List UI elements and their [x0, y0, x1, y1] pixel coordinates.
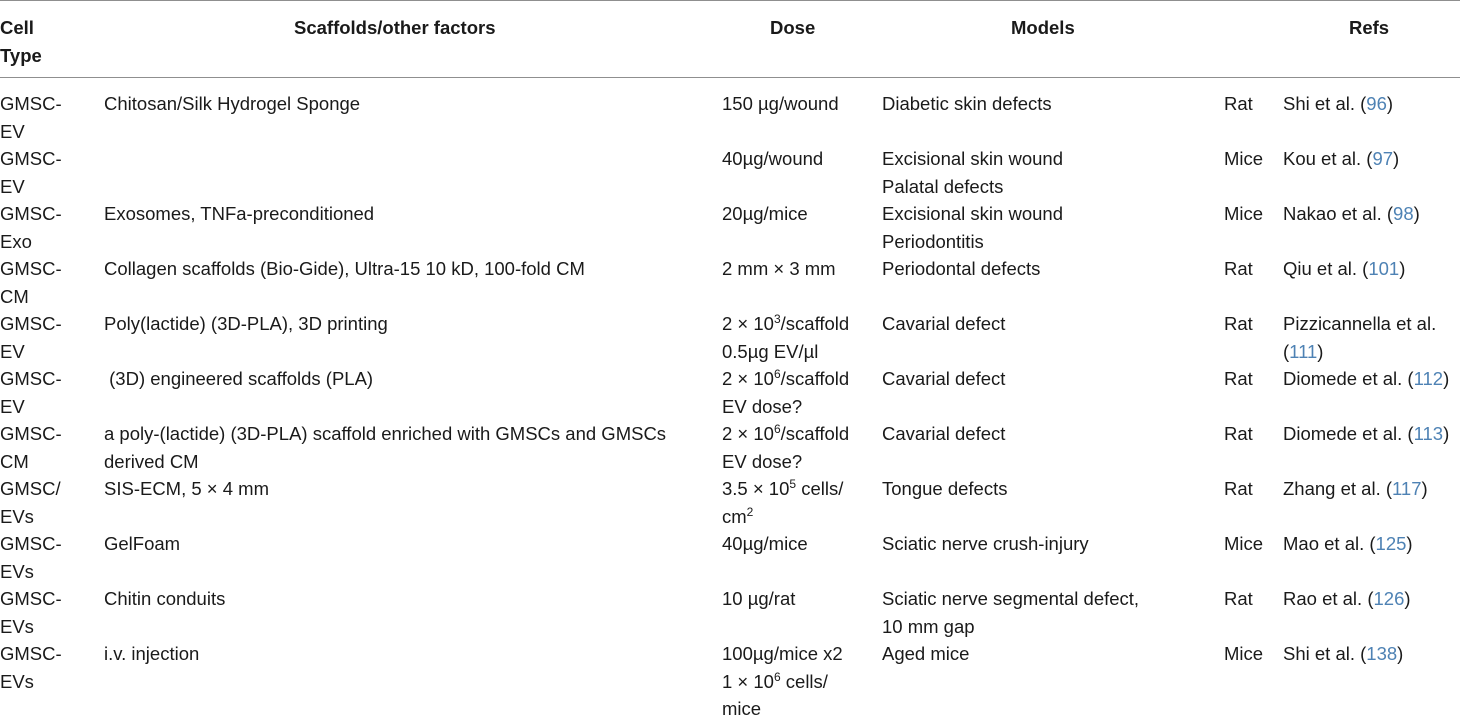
reference-paren: )	[1317, 340, 1324, 362]
header-cell-type	[0, 14, 42, 69]
dose-line-unit: cells/	[796, 478, 844, 499]
scaffold-line: SIS-ECM, 5 × 4 mm	[104, 478, 269, 499]
reference-author: Rao et al. (	[1283, 588, 1374, 609]
scaffold-line: i.v. injection	[104, 643, 200, 664]
reference-number-link[interactable]: 126	[1373, 588, 1405, 609]
cell-type-line: GMSC-	[0, 423, 62, 444]
scaffold-line: derived CM	[104, 450, 199, 472]
dose-text	[722, 200, 808, 228]
model-line: Periodontal defects	[882, 258, 1041, 279]
dose-line	[722, 668, 843, 696]
reference-paren: )	[1421, 478, 1428, 499]
cell-type-line: CM	[0, 450, 29, 472]
reference-paren: )	[1386, 93, 1394, 114]
species-text: Rat	[1224, 258, 1253, 279]
cell-type-line: Exo	[0, 230, 32, 252]
dose-line-unit: cells/	[780, 670, 828, 692]
dose-line: 10 µg/rat	[722, 588, 796, 609]
species-text: Rat	[1224, 588, 1253, 609]
dose-line: 40µg/wound	[722, 148, 824, 169]
reference-line	[1283, 90, 1393, 118]
cell-type-line: EV	[0, 120, 25, 142]
reference	[1283, 145, 1399, 173]
model-line: Diabetic skin defects	[882, 93, 1052, 114]
dose-text	[722, 90, 839, 118]
dose-text	[722, 585, 795, 613]
dose-line-base: 1 × 10	[722, 670, 774, 692]
dose-text	[722, 420, 849, 475]
dose-line	[722, 420, 849, 448]
table-top-rule	[0, 0, 1460, 1]
model-line: Cavarial defect	[882, 313, 1006, 334]
dose-line-superscript: 6	[773, 367, 781, 381]
cell-type-line: GMSC-	[0, 643, 62, 664]
reference	[1283, 90, 1393, 118]
reference	[1283, 475, 1428, 503]
cell-type-line: GMSC-	[0, 368, 62, 389]
cell-type-line: GMSC-	[0, 148, 62, 169]
model-text	[882, 200, 1063, 255]
reference-paren: )	[1443, 423, 1450, 444]
cell-type	[0, 90, 62, 145]
reference-line	[1283, 200, 1420, 228]
dose-line	[722, 503, 843, 531]
reference-number-link[interactable]: 96	[1366, 93, 1387, 114]
dose-text	[722, 365, 849, 420]
model-line: Sciatic nerve crush-injury	[882, 533, 1089, 554]
dose-text	[722, 255, 836, 283]
cell-type	[0, 475, 61, 530]
reference-line	[1283, 145, 1399, 173]
dose-line: EV dose?	[722, 450, 803, 472]
header-models: Models	[1011, 17, 1075, 38]
cell-type-line: EVs	[0, 615, 34, 637]
dose-line: mice	[722, 698, 762, 719]
cell-type	[0, 585, 62, 640]
dose-line-superscript: 6	[773, 422, 781, 436]
scaffold-text	[104, 640, 199, 668]
scaffold-line: Chitosan/Silk Hydrogel Sponge	[104, 93, 361, 114]
reference-line	[1283, 640, 1403, 668]
reference	[1283, 530, 1413, 558]
dose-line-unit: /scaffold	[780, 423, 850, 444]
dose-line-superscript: 6	[773, 669, 781, 684]
header-dose: Dose	[770, 17, 816, 38]
dose-line-unit: /scaffold	[780, 313, 850, 334]
reference-line	[1283, 530, 1413, 558]
reference-paren: (	[1283, 340, 1290, 362]
cell-type-line: EVs	[0, 560, 34, 582]
header-scaffolds: Scaffolds/other factors	[294, 17, 496, 38]
dose-line	[722, 310, 849, 338]
species-text: Rat	[1224, 423, 1253, 444]
reference-author: Shi et al. (	[1283, 93, 1367, 114]
scaffold-text	[104, 475, 269, 503]
reference-author: Diomede et al. (	[1283, 423, 1414, 444]
reference-paren: )	[1406, 533, 1413, 554]
scaffold-text	[104, 200, 374, 228]
species-text: Mice	[1224, 643, 1264, 664]
model-text	[882, 585, 1139, 640]
scaffold-line: a poly-(lactide) (3D-PLA) scaffold enriched with GMSCs and GMSCs	[104, 423, 667, 444]
scaffold-line: GelFoam	[104, 533, 181, 554]
reference-author: Shi et al. (	[1283, 643, 1367, 664]
cell-type-line: GMSC-	[0, 313, 62, 334]
dose-line-superscript: 5	[789, 477, 797, 491]
model-text	[882, 640, 969, 668]
reference-paren: )	[1399, 258, 1406, 279]
scaffold-line: Collagen scaffolds (Bio-Gide), Ultra-15 10 kD, 100-fold CM	[104, 258, 585, 279]
scaffold-line: Poly(lactide) (3D-PLA), 3D printing	[104, 313, 388, 334]
reference-paren: )	[1393, 148, 1400, 169]
reference	[1283, 420, 1449, 448]
dose-text	[722, 530, 808, 558]
dose-line-base: 2 × 10	[722, 423, 774, 444]
reference-author: Mao et al. (	[1283, 533, 1376, 554]
species-text: Mice	[1224, 148, 1264, 169]
cell-type-line: CM	[0, 285, 29, 307]
reference-line	[1283, 420, 1449, 448]
reference-author: Pizzicannella et al.	[1283, 313, 1437, 334]
reference-paren: )	[1413, 203, 1420, 224]
dose-line: 0.5µg EV/µl	[722, 340, 819, 362]
model-line: Cavarial defect	[882, 423, 1006, 444]
dose-line-superscript: 3	[773, 312, 781, 326]
species-text: Rat	[1224, 478, 1253, 499]
reference-number-link[interactable]: 113	[1413, 423, 1444, 444]
model-text	[882, 310, 1005, 338]
dose-line: 40µg/mice	[722, 533, 808, 554]
header-cell-type-line1: Cell	[0, 17, 34, 38]
model-text	[882, 530, 1089, 558]
cell-type-line: EV	[0, 395, 25, 417]
species-text: Rat	[1224, 313, 1253, 334]
reference-author: Zhang et al. (	[1283, 478, 1393, 499]
cell-type-line: EVs	[0, 670, 34, 692]
scaffold-text	[104, 365, 373, 393]
model-text	[882, 365, 1005, 393]
header-refs: Refs	[1349, 17, 1390, 38]
reference	[1283, 200, 1420, 228]
model-line: Aged mice	[882, 643, 970, 664]
reference-number-link[interactable]: 111	[1289, 340, 1318, 362]
cell-type	[0, 310, 62, 365]
reference-paren: )	[1397, 643, 1404, 664]
species-text: Mice	[1224, 533, 1264, 554]
reference-number-link[interactable]: 117	[1392, 478, 1422, 499]
dose-line: 150 µg/wound	[722, 93, 839, 114]
cell-type-line: GMSC-	[0, 93, 62, 114]
scaffold-text	[104, 585, 225, 613]
reference-paren: )	[1443, 368, 1450, 389]
scaffold-text	[104, 420, 666, 475]
reference-line	[1283, 365, 1449, 393]
scaffold-text	[104, 90, 360, 118]
reference	[1283, 640, 1403, 668]
model-text	[882, 475, 1007, 503]
reference	[1283, 585, 1411, 613]
reference-line	[1283, 585, 1411, 613]
scaffold-text	[104, 530, 180, 558]
cell-type-line: GMSC-	[0, 203, 62, 224]
reference-author: Kou et al. (	[1283, 148, 1373, 169]
dose-line-base: 2 × 10	[722, 368, 774, 389]
cell-type	[0, 640, 62, 695]
scaffold-line: (3D) engineered scaffolds (PLA)	[104, 368, 374, 389]
dose-line-superscript: 2	[746, 504, 754, 519]
model-text	[882, 420, 1005, 448]
cell-type-line: EV	[0, 340, 25, 362]
scaffold-text	[104, 255, 585, 283]
species-text: Rat	[1224, 93, 1253, 114]
reference-paren: )	[1404, 588, 1411, 609]
scaffold-line: Exosomes, TNFa-preconditioned	[104, 203, 375, 224]
reference-line	[1283, 475, 1428, 503]
model-text	[882, 90, 1052, 118]
reference-number-link[interactable]: 98	[1393, 203, 1414, 224]
dose-line	[722, 475, 843, 503]
model-text	[882, 255, 1040, 283]
reference-line	[1283, 255, 1405, 283]
cell-type-line: GMSC-	[0, 258, 62, 279]
dose-line-base: 2 × 10	[722, 313, 774, 334]
species-text: Rat	[1224, 368, 1253, 389]
dose-line: 2 mm × 3 mm	[722, 258, 836, 279]
model-line: Excisional skin wound	[882, 203, 1063, 224]
dose-line	[722, 365, 849, 393]
model-line: Palatal defects	[882, 175, 1004, 197]
model-line: Cavarial defect	[882, 368, 1006, 389]
species-text: Mice	[1224, 203, 1264, 224]
cell-type-line: GMSC-	[0, 588, 62, 609]
reference	[1283, 255, 1405, 283]
dose-line: 20µg/mice	[722, 203, 808, 224]
model-line: Periodontitis	[882, 230, 984, 252]
cell-type-line: EVs	[0, 505, 34, 527]
cell-type	[0, 365, 62, 420]
scaffold-text	[104, 310, 388, 338]
reference	[1283, 310, 1436, 365]
reference-number-link[interactable]: 125	[1375, 533, 1407, 554]
dose-text	[722, 640, 843, 723]
reference-number-link[interactable]: 112	[1413, 368, 1444, 389]
model-line: Tongue defects	[882, 478, 1008, 499]
cell-type-line: GMSC/	[0, 478, 61, 499]
model-line: Excisional skin wound	[882, 148, 1063, 169]
cell-type-line: EV	[0, 175, 25, 197]
dose-text	[722, 475, 843, 530]
model-line: Sciatic nerve segmental defect,	[882, 588, 1140, 609]
reference-number-link[interactable]: 101	[1368, 258, 1400, 279]
reference-author: Diomede et al. (	[1283, 368, 1414, 389]
cell-type	[0, 255, 62, 310]
cell-type	[0, 145, 62, 200]
scaffold-line: Chitin conduits	[104, 588, 226, 609]
dose-line-unit: /scaffold	[780, 368, 850, 389]
cell-type	[0, 530, 62, 585]
reference-line	[1283, 338, 1436, 366]
dose-text	[722, 145, 823, 173]
dose-line-base: cm	[722, 505, 747, 527]
cell-type	[0, 200, 62, 255]
reference-author: Qiu et al. (	[1283, 258, 1369, 279]
reference-number-link[interactable]: 138	[1366, 643, 1398, 664]
reference	[1283, 365, 1449, 393]
dose-line-base: 3.5 × 10	[722, 478, 790, 499]
reference-author: Nakao et al. (	[1283, 203, 1394, 224]
dose-line: 100µg/mice x2	[722, 643, 843, 664]
cell-type-line: GMSC-	[0, 533, 62, 554]
dose-text	[722, 310, 849, 365]
header-cell-type-line2: Type	[0, 44, 42, 66]
model-line: 10 mm gap	[882, 615, 975, 637]
reference-number-link[interactable]: 97	[1372, 148, 1394, 169]
header-bottom-rule	[0, 77, 1460, 78]
model-text	[882, 145, 1063, 200]
dose-line: EV dose?	[722, 395, 803, 417]
cell-type	[0, 420, 62, 475]
